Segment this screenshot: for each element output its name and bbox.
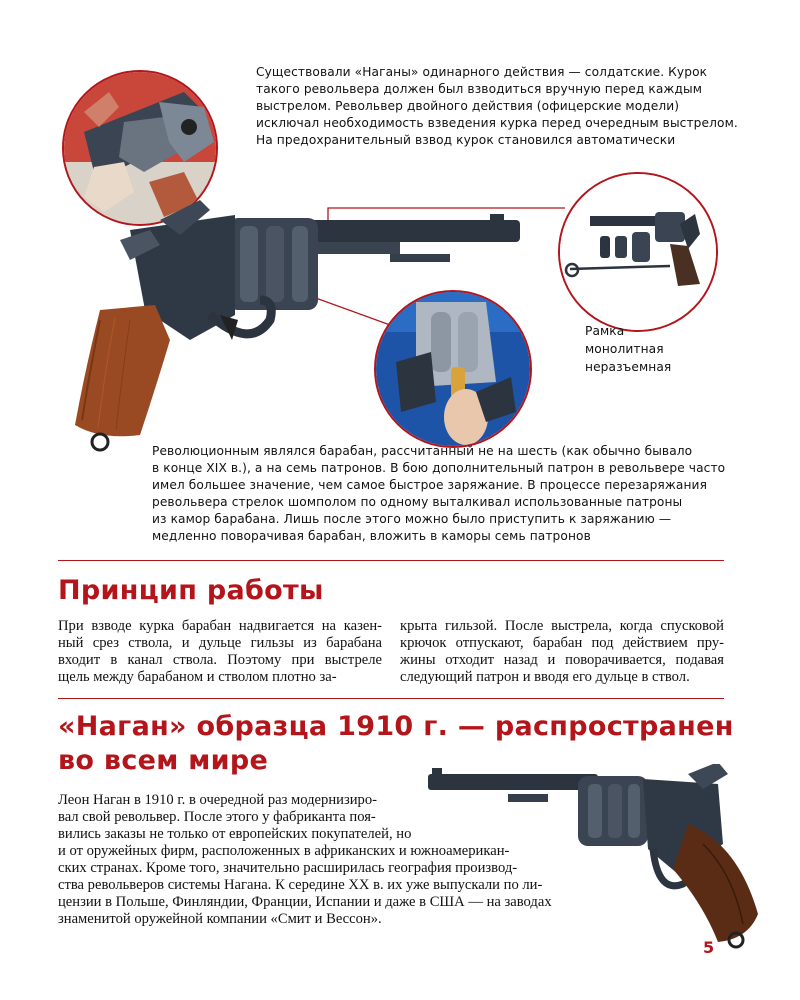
caption-line: в конце XIX в.), а на семь патронов. В бою дополнительный патрон в револьвере часто bbox=[152, 461, 726, 475]
text-line: Леон Наган в 1910 г. в очередной раз модернизиро- bbox=[58, 792, 377, 808]
caption-line: револьвера стрелок шомполом по одному выталкивал использованные патроны bbox=[152, 495, 683, 509]
nagant-1910-body bbox=[58, 792, 552, 928]
text-line: ный срез ствола, и дульце гильзы из барабана bbox=[58, 635, 382, 651]
caption-line: выстрелом. Револьвер двойного действия (офицерские модели) bbox=[256, 99, 680, 113]
section-title-operation: Принцип работы bbox=[58, 575, 324, 606]
text-line: ства револьверов системы Нагана. К середине XX в. их уже выпускали по ли- bbox=[58, 877, 543, 893]
text-line: жины отходит назад и поворачивается, подавая bbox=[400, 652, 724, 668]
page-number: 5 bbox=[703, 938, 715, 957]
caption-line: из камор барабана. Лишь после этого можно было приступить к заряжанию — bbox=[152, 512, 672, 526]
text-line: цензии в Польше, Финляндии, Франции, Испании и даже в США — на заводах bbox=[58, 894, 552, 910]
text-line: При взводе курка барабан надвигается на казен- bbox=[58, 618, 382, 634]
caption-line: такого револьвера должен был взводиться вручную перед каждым bbox=[256, 82, 703, 96]
text-line: крючок отпускают, барабан под действием пру- bbox=[400, 635, 724, 651]
cylinder-caption bbox=[152, 443, 725, 545]
text-line: вились заказы не только от европейских покупателей, но bbox=[58, 826, 412, 842]
section-divider bbox=[58, 698, 724, 699]
text-line: щель между барабаном и стволом плотно за- bbox=[58, 669, 337, 685]
frame-label-line: Рамка bbox=[585, 324, 625, 338]
caption-line: На предохранительный взвод курок становился автоматически bbox=[256, 133, 676, 147]
text-line: вал свой револьвер. После этого у фабриканта поя- bbox=[58, 809, 376, 825]
text-line: крыта гильзой. После выстрела, когда спусковой bbox=[400, 618, 724, 634]
disassembly-photo bbox=[558, 172, 718, 332]
operation-column-2 bbox=[400, 618, 724, 686]
text-line: следующий патрон и вводя его дульце в ствол. bbox=[400, 669, 690, 685]
caption-line: Существовали «Наганы» одинарного действия — солдатские. Курок bbox=[256, 65, 708, 79]
frame-label-line: неразъемная bbox=[585, 360, 672, 374]
caption-line: Революционным являлся барабан, рассчитанный не на шесть (как обычно бывало bbox=[152, 444, 693, 458]
title-line: «Наган» образца 1910 г. — распространен bbox=[58, 711, 734, 742]
cylinder-loading-photo bbox=[374, 290, 532, 448]
operation-column-1 bbox=[58, 618, 382, 686]
text-line: ских странах. Кроме того, значительно расширилась география производ- bbox=[58, 860, 518, 876]
frame-label-line: монолитная bbox=[585, 342, 664, 356]
caption-line: исключал необходимость взведения курка перед очередным выстрелом. bbox=[256, 116, 738, 130]
title-line: во всем мире bbox=[58, 745, 269, 776]
text-line: входит в канал ствола. Поэтому при выстреле bbox=[58, 652, 382, 668]
frame-label bbox=[585, 322, 671, 376]
text-line: и от оружейных фирм, расположенных в африканских и южноамерикан- bbox=[58, 843, 510, 859]
caption-line: имел большее значение, чем самое быстрое заряжание. В процессе перезаряжания bbox=[152, 478, 708, 492]
section-divider bbox=[58, 560, 724, 561]
caption-line: медленно поворачивая барабан, вложить в каморы семь патронов bbox=[152, 529, 591, 543]
text-line: знаменитой оружейной компании «Смит и Вессон». bbox=[58, 911, 382, 927]
